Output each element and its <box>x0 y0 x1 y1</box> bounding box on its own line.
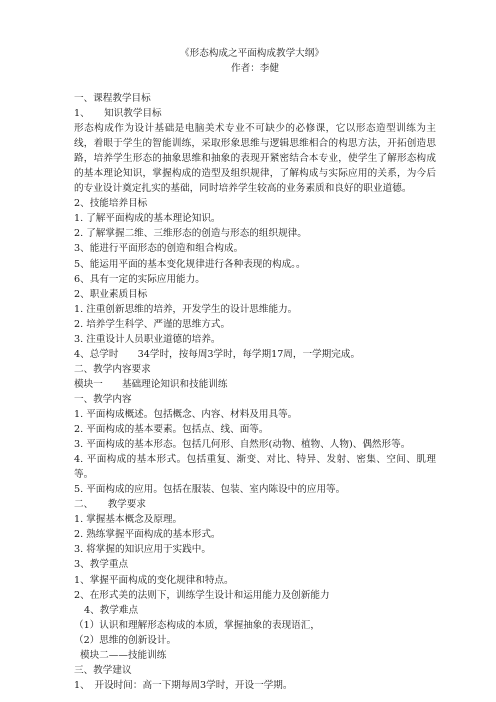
document-author: 作者：李健 <box>231 63 279 74</box>
list-item: 2. 培养学生科学、严谨的思维方式。 <box>74 318 231 330</box>
list-item: （1）认识和理解形态构成的本质，掌握抽象的表现语汇， <box>74 619 320 631</box>
module-heading: 模块二——技能训练 <box>80 649 167 661</box>
list-item: 6、具有一定的实际应用能力。 <box>74 273 205 285</box>
list-item: 2. 平面构成的基本要素。包括点、线、面等。 <box>74 424 269 436</box>
document-title: 《形态构成之平面构成教学大纲》 <box>180 48 324 59</box>
list-item: 2. 熟练掌握平面构成的基本形式。 <box>74 529 221 541</box>
subsection-heading: 4、教学难点 <box>84 604 139 616</box>
section-heading: 三、教学建议 <box>74 664 132 676</box>
list-item: 5. 平面构成的应用。包括在服装、包装、室内陈设中的应用等。 <box>74 484 346 496</box>
subsection-heading: 一、教学内容 <box>74 393 132 405</box>
subsection-heading: 1、 知识教学目标 <box>74 108 162 120</box>
list-item: 3. 注重设计人员职业道德的培养。 <box>74 333 221 345</box>
list-item: 3、能进行平面形态的创造和组合构成。 <box>74 243 244 255</box>
list-item: 1. 注重创新思维的培养，开发学生的设计思维能力。 <box>74 303 298 315</box>
subsection-heading: 2、职业素质目标 <box>74 288 148 300</box>
list-item: （2）思维的创新设计。 <box>74 634 177 646</box>
list-item: 1. 平面构成概述。包括概念、内容、材料及用具等。 <box>74 408 298 420</box>
list-item: 1、 开设时间：高一下期每周3学时，开设一学期。 <box>74 679 293 691</box>
total-hours-line: 4、总学时 34学时，按每周3学时，每学期17周，一学期完成。 <box>74 348 361 360</box>
subsection-heading: 二、 教学要求 <box>74 499 146 511</box>
list-item: 3. 平面构成的基本形态。包括几何形、自然形(动物、植物、人物)、偶然形等。 <box>74 439 411 451</box>
list-item: 2. 了解掌握二维、三维形态的创造与形态的组织规律。 <box>74 228 307 240</box>
list-item: 1. 了解平面构成的基本理论知识。 <box>74 213 221 225</box>
subsection-heading: 2、技能培养目标 <box>74 198 148 210</box>
module-heading: 模块一 基础理论知识和技能训练 <box>74 378 228 390</box>
list-item: 4. 平面构成的基本形式。包括重复、渐变、对比、特异、发射、密集、空间、肌理等。 <box>74 454 436 481</box>
section-heading: 一、课程教学目标 <box>74 93 151 104</box>
list-item: 1. 掌握基本概念及原理。 <box>74 514 183 526</box>
list-item: 5、能运用平面的基本变化规律进行各种表现的构成。。 <box>74 258 306 270</box>
list-item: 2、在形式美的法则下，训练学生设计和运用能力及创新能力 <box>74 589 330 601</box>
body-paragraph: 形态构成作为设计基础是电脑美术专业不可缺少的必修课，它以形态造型训练为主线，着眼于学生的智能训练，采取形象思维与逻辑思维相合的构思方法，开拓创造思路，培养学生形态的抽象思维和抽象的表现开紧密结合本专业，使学生了解形态构成的基本理论知识，掌握构成的造型及组织规律，了解构成与实际应用的关系，为今后的专业设计奠定扎实的基础，同时培养学生较高的业务素质和良好的职业道德。 <box>74 123 436 195</box>
subsection-heading: 3、教学重点 <box>74 559 129 571</box>
section-heading: 二、教学内容要求 <box>74 363 151 375</box>
list-item: 1、掌握平面构成的变化规律和特点。 <box>74 574 234 586</box>
list-item: 3. 将掌握的知识应用于实践中。 <box>74 544 211 556</box>
